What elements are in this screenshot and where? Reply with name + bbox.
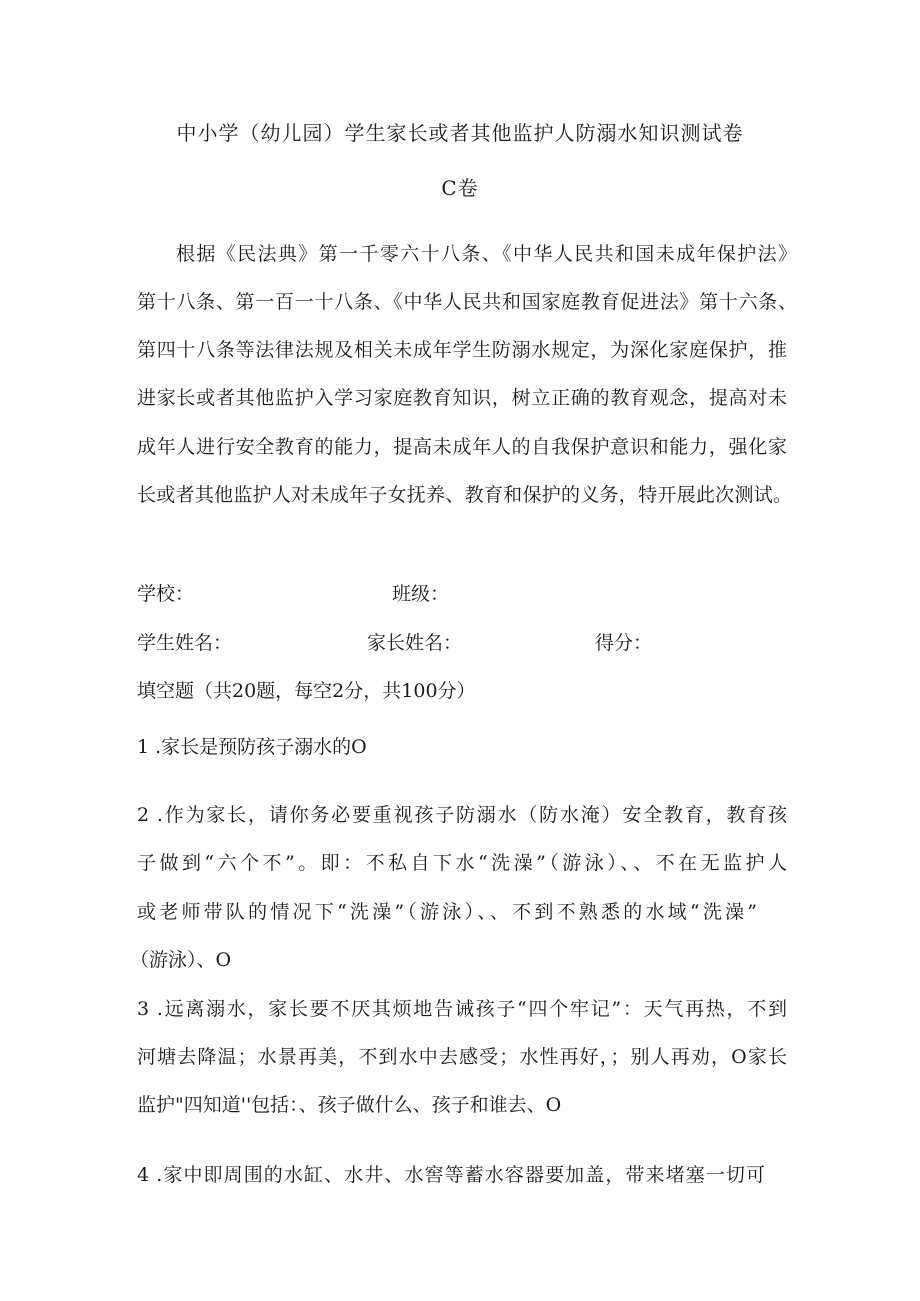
document-subtitle: C卷 (441, 176, 479, 200)
document-title: 中小学（幼儿园）学生家长或者其他监护人防溺水知识测试卷 (176, 121, 744, 145)
question-line: 1 .家长是预防孩子溺水的O (137, 736, 367, 758)
school-field-label: 学校： (137, 583, 195, 605)
student-name-field-label: 学生姓名： (137, 632, 233, 654)
question-line: 河塘去降温；水景再美，不到水中去感受；水性再好，；别人再劝，O家长 (137, 1046, 787, 1068)
question-line: 3 .远离溺水，家长要不厌其烦地告诫孩子“四个牢记”：天气再热，不到 (137, 998, 787, 1020)
class-field-label: 班级： (392, 583, 450, 605)
question-line: 监护"四知道''包括：、孩子做什么、孩子和谁去、O (137, 1094, 562, 1116)
intro-line: 长或者其他监护人对未成年子女抚养、教育和保护的义务，特开展此次测试。 (137, 484, 792, 506)
intro-line: 进家长或者其他监护入学习家庭教育知识，树立正确的教育观念，提高对未 (137, 387, 787, 409)
question-line: 或老师带队的情况下“洗澡”（游泳）、、不到不熟悉的水域“洗澡” (137, 901, 757, 923)
section-header: 填空题（共20题，每空2分，共100分） (137, 680, 476, 702)
intro-line: 第十八条、第一百一十八条、《中华人民共和国家庭教育促进法》第十六条、 (137, 291, 797, 313)
question-line: 4 .家中即周围的水缸、水井、水窖等蓄水容器要加盖，带来堵塞一切可 (137, 1164, 765, 1186)
question-line: 子做到“六个不”。即：不私自下水“洗澡”（游泳）、、不在无监护人 (137, 852, 787, 874)
question-line: （游泳）、O (130, 949, 232, 971)
question-line: 2 .作为家长，请你务必要重视孩子防溺水（防水淹）安全教育，教育孩 (137, 804, 787, 826)
intro-line: 成年人进行安全教育的能力，提高未成年人的自我保护意识和能力，强化家 (137, 436, 787, 458)
parent-name-field-label: 家长姓名： (367, 632, 463, 654)
score-field-label: 得分： (595, 632, 653, 654)
intro-line: 第四十八条等法律法规及相关未成年学生防溺水规定，为深化家庭保护，推 (137, 339, 787, 361)
intro-line: 根据《民法典》第一千零六十八条、《中华人民共和国未成年保护法》 (176, 243, 797, 265)
